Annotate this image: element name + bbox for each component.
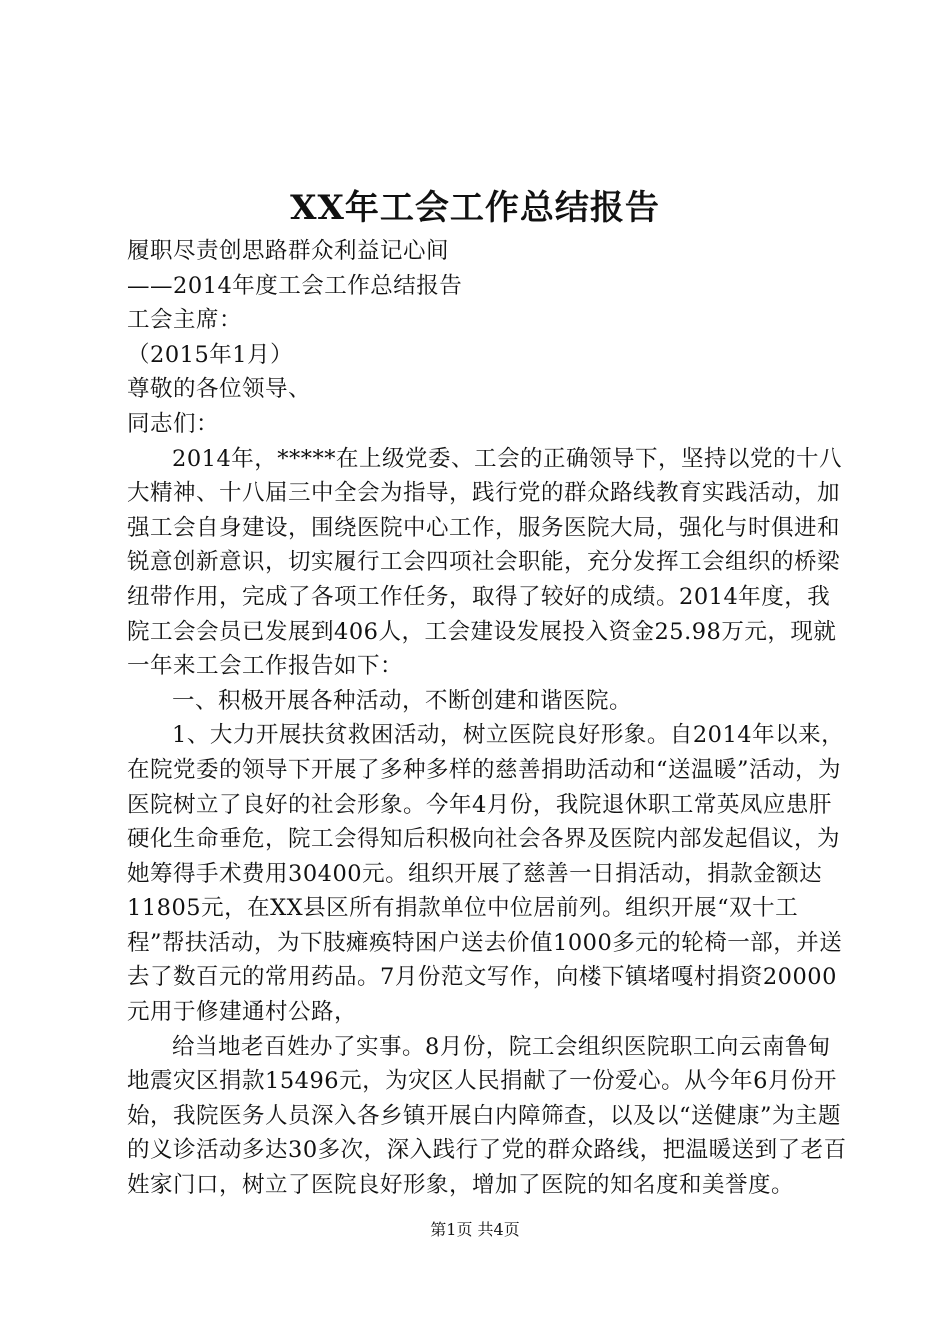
subtitle-report-line: ——2014年度工会工作总结报告: [127, 272, 463, 299]
date-line: （2015年1月）: [127, 341, 294, 368]
intro-paragraph: 2014年，*****在上级党委、工会的正确领导下，坚持以党的十八大精神、十八届三中全会为指导，践行党的群众路线教育实践活动，加强工会自身建设，围绕医院中心工作，服务医院大局，强化与时俱进和锐意创新意识，切实履行工会四项社会职能，充分发挥工会组织的桥梁纽带作用，完成了各项工作任务，取得了较好的成绩。2014年度，我院工会会员已发展到406人，工会建设发展投入资金25.98万元，现就一年来工会工作报告如下：: [127, 445, 843, 680]
section-heading-1: 一、积极开展各种活动，不断创建和谐医院。: [172, 687, 633, 714]
salutation-line-2: 同志们：: [127, 410, 220, 437]
section-paragraph-1: 1、大力开展扶贫救困活动，树立医院良好形象。自2014年以来，在院党委的领导下开展了多种多样的慈善捐助活动和“送温暖”活动，为医院树立了良好的社会形象。今年4月份，我院退休职工常英凤应患肝硬化生命垂危，院工会得知后积极向社会各界及医院内部发起倡议，为她筹得手术费用30400元。组织开展了慈善一日捐活动，捐款金额达11805元，在XX县区所有捐款单位中位居前列。组织开展“双十工程”帮扶活动，为下肢瘫痪特困户送去价值1000多元的轮椅一部，并送去了数百元的常用药品。7月份范文写作，向楼下镇堵嘎村捐资20000元用于修建通村公路，: [127, 722, 845, 1026]
salutation-line-1: 尊敬的各位领导、: [127, 376, 312, 403]
document-body: [127, 234, 847, 1203]
subtitle-line: 履职尽责创思路群众利益记心间: [127, 238, 450, 264]
page-footer: 第1页 共4页: [430, 1220, 520, 1239]
section-paragraph-2: 给当地老百姓办了实事。8月份，院工会组织医院职工向云南鲁甸地震灾区捐款15496元，为灾区人民捐献了一份爱心。从今年6月份开始，我院医务人员深入各乡镇开展白内障筛查，以及以“送健康”为主题的义诊活动多达30多次，深入践行了党的群众路线，把温暖送到了老百姓家门口，树立了医院良好形象，增加了医院的知名度和美誉度。: [127, 1033, 847, 1199]
author-line: 工会主席：: [127, 307, 243, 334]
document-title: XX年工会工作总结报告: [290, 188, 660, 228]
